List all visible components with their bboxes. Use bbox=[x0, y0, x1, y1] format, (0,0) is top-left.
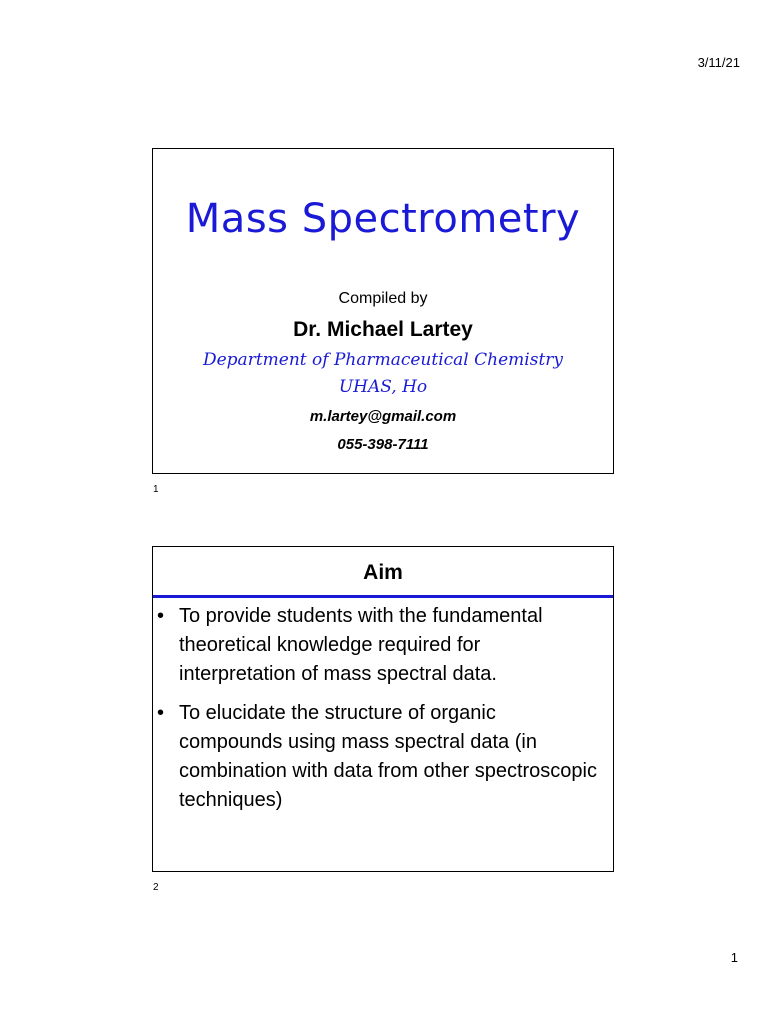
page-date: 3/11/21 bbox=[697, 55, 740, 70]
department-name: Department of Pharmaceutical Chemistry bbox=[202, 350, 564, 370]
aim-bullet-list bbox=[153, 598, 613, 815]
slide-title bbox=[152, 148, 614, 474]
list-item bbox=[157, 699, 599, 815]
slide-title-heading: Mass Spectrometry bbox=[185, 196, 581, 242]
bullet-text: To elucidate the structure of organic compounds using mass spectral data (in combination with data from other spectroscopic techniques) bbox=[179, 702, 597, 811]
aim-heading: Aim bbox=[153, 547, 613, 598]
bullet-text: To provide students with the fundamental theoretical knowledge required for interpretation of mass spectral data. bbox=[179, 605, 543, 685]
author-name: Dr. Michael Lartey bbox=[293, 318, 473, 341]
slide-aim bbox=[152, 546, 614, 872]
bullet-icon: • bbox=[157, 605, 165, 627]
list-item bbox=[157, 602, 599, 689]
institution-name: UHAS, Ho bbox=[338, 377, 428, 397]
author-phone: 055-398-7111 bbox=[337, 436, 429, 453]
slide-number: 1 bbox=[153, 484, 159, 495]
slide-number: 2 bbox=[153, 882, 159, 893]
page-number: 1 bbox=[730, 950, 738, 965]
bullet-icon: • bbox=[157, 702, 165, 724]
author-email: m.lartey@gmail.com bbox=[309, 408, 457, 425]
compiled-by-label: Compiled by bbox=[338, 290, 428, 307]
